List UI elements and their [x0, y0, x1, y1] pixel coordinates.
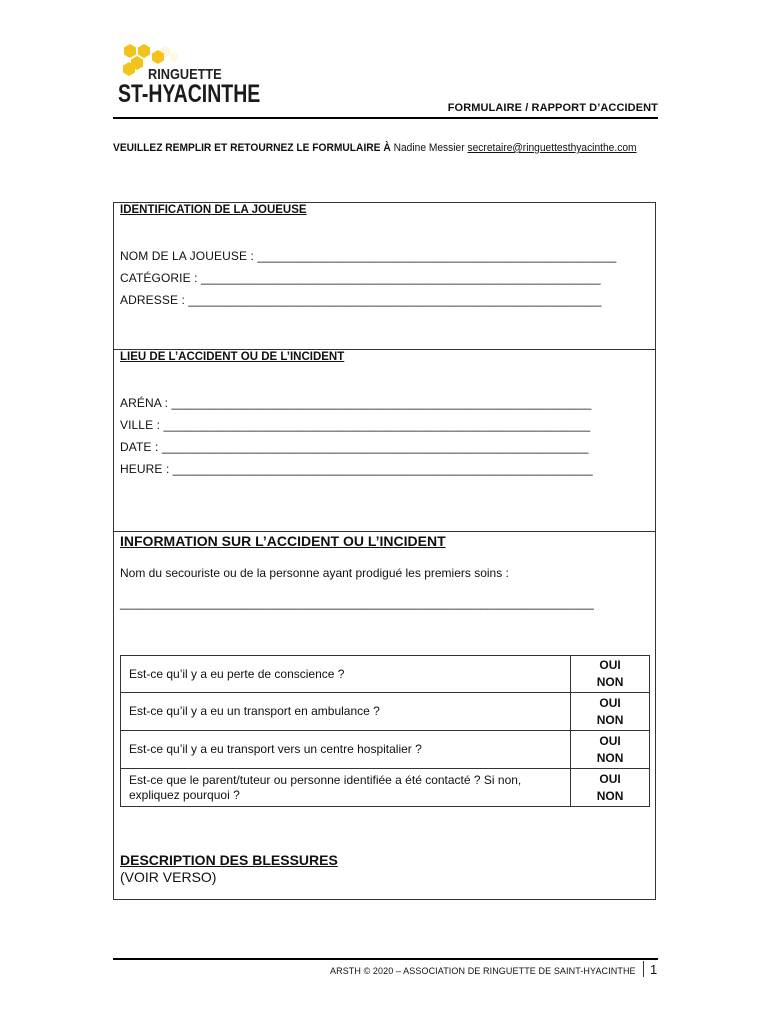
page-number: 1	[650, 962, 658, 977]
first-aid-label: Nom du secouriste ou de la personne ayant prodigué les premiers soins :	[120, 566, 509, 580]
first-aid-name-field[interactable]: _______________________________________________________________________	[120, 596, 594, 610]
section-divider	[113, 349, 656, 350]
yes-no-options[interactable]	[571, 731, 650, 769]
no-option[interactable]: NON	[596, 712, 624, 727]
footer-separator	[643, 961, 644, 977]
contact-email-link[interactable]: secretaire@ringuettesthyacinthe.com	[467, 142, 637, 154]
yes-no-options[interactable]	[571, 656, 650, 693]
address-field[interactable]: ADRESSE : _____________________________________________________________	[120, 293, 602, 307]
question-text: Est-ce qu’il y a eu transport vers un centre hospitalier ?	[121, 731, 571, 769]
yes-option[interactable]: OUI	[599, 658, 621, 672]
category-field[interactable]: CATÉGORIE : ___________________________________________________________	[120, 271, 601, 285]
instruction-text: VEUILLEZ REMPLIR ET RETOURNEZ LE FORMULAIRE À	[113, 142, 391, 154]
footer-text: ARSTH © 2020 – ASSOCIATION DE RINGUETTE DE SAINT-HYACINTHE	[330, 966, 636, 976]
yes-no-options[interactable]	[571, 769, 650, 807]
yes-option[interactable]: OUI	[599, 733, 621, 748]
date-field[interactable]: DATE : _______________________________________________________________	[120, 440, 589, 454]
injuries-subtitle: (VOIR VERSO)	[120, 869, 217, 885]
contact-name: Nadine Messier	[393, 142, 465, 154]
question-row	[121, 656, 650, 693]
document-title: FORMULAIRE / RAPPORT D’ACCIDENT	[447, 102, 658, 114]
question-row	[121, 769, 650, 807]
no-option[interactable]: NON	[596, 675, 624, 689]
section-title-identification: IDENTIFICATION DE LA JOUEUSE	[120, 204, 307, 216]
header-divider	[113, 117, 658, 119]
question-row	[121, 693, 650, 731]
ringuette-logo	[118, 42, 261, 112]
no-option[interactable]: NON	[596, 750, 624, 765]
question-text: Est-ce qu’il y a eu un transport en ambulance ?	[121, 693, 571, 731]
logo-text-ringuette: RINGUETTE	[148, 66, 222, 83]
section-divider	[113, 531, 656, 532]
questions-table	[120, 655, 650, 807]
question-text	[121, 769, 571, 807]
time-field[interactable]: HEURE : ______________________________________________________________	[120, 462, 593, 476]
yes-option[interactable]: OUI	[599, 695, 621, 710]
instruction-line	[113, 142, 637, 154]
city-field[interactable]: VILLE : _______________________________________________________________	[120, 418, 591, 432]
no-option[interactable]: NON	[596, 788, 624, 803]
yes-option[interactable]: OUI	[599, 771, 621, 786]
arena-field[interactable]: ARÉNA : ______________________________________________________________	[120, 396, 592, 410]
logo-text-st-hyacinthe: ST-HYACINTHE	[118, 80, 261, 108]
footer-divider	[113, 958, 658, 960]
player-name-field[interactable]: NOM DE LA JOUEUSE : _____________________________________________________	[120, 249, 617, 263]
yes-no-options[interactable]	[571, 693, 650, 731]
section-title-location: LIEU DE L’ACCIDENT OU DE L’INCIDENT	[120, 351, 345, 363]
section-title-information: INFORMATION SUR L’ACCIDENT OU L’INCIDENT	[120, 533, 446, 549]
question-text-line: expliquez pourquoi ?	[129, 787, 240, 802]
question-row	[121, 731, 650, 769]
section-title-injuries: DESCRIPTION DES BLESSURES	[120, 852, 338, 868]
question-text: Est-ce qu’il y a eu perte de conscience ?	[121, 656, 571, 693]
question-text-line: Est-ce que le parent/tuteur ou personne identifiée a été contacté ? Si non,	[129, 772, 522, 787]
